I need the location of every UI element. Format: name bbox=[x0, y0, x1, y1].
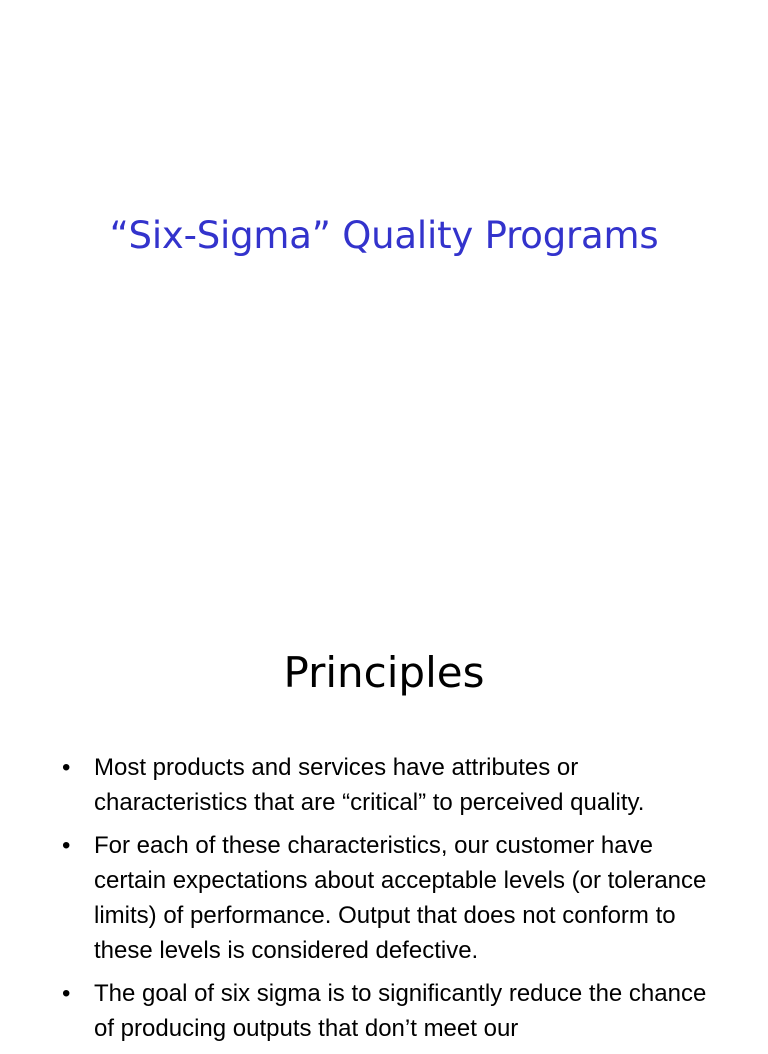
bullet-text: Most products and services have attributes or characteristics that are “critical” to perceived quality. bbox=[94, 754, 645, 816]
slide-2 bbox=[0, 576, 768, 1042]
bullet-item bbox=[62, 750, 722, 820]
slide-title: “Six-Sigma” Quality Programs bbox=[109, 214, 659, 257]
bullet-text: The goal of six sigma is to significantly reduce the chance of producing outputs that don’t meet our bbox=[94, 980, 707, 1042]
bullet-marker: • bbox=[62, 832, 71, 859]
bullet-text: For each of these characteristics, our customer have certain expectations about acceptable levels (or tolerance limits) of performance. Output that does not conform to these levels is considered defective. bbox=[94, 832, 707, 964]
bullet-item bbox=[62, 828, 722, 968]
bullet-item bbox=[62, 976, 722, 1046]
bullet-marker: • bbox=[62, 980, 71, 1007]
slide-heading: Principles bbox=[283, 648, 485, 697]
bullet-marker: • bbox=[62, 754, 71, 781]
bullet-list bbox=[62, 750, 722, 1054]
